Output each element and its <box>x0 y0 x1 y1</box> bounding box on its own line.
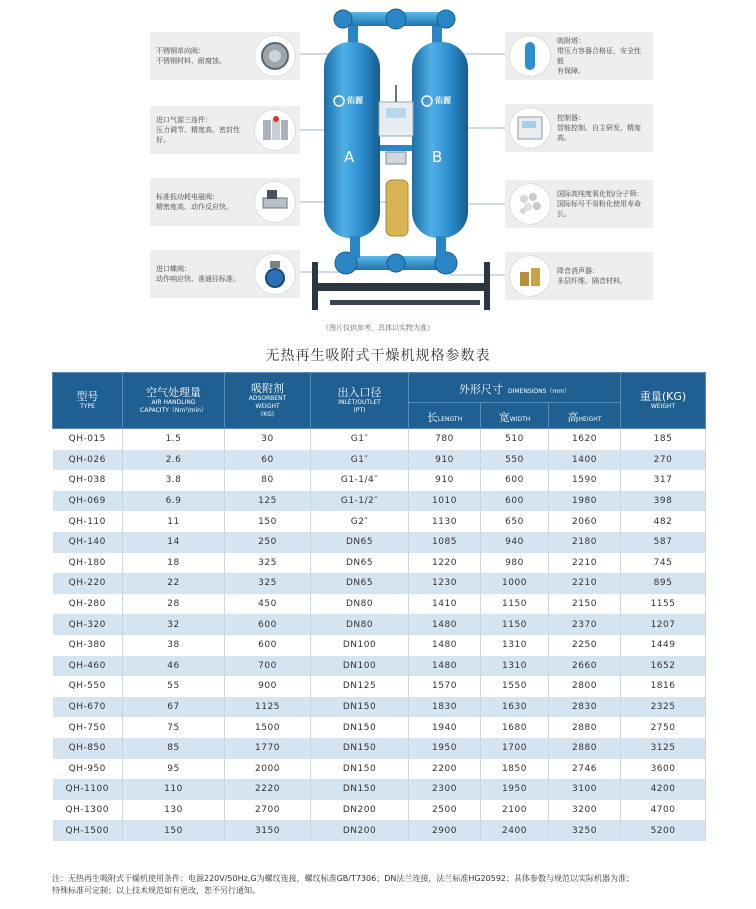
table-cell: 2180 <box>549 532 621 553</box>
table-cell: 22 <box>123 573 225 594</box>
table-cell: DN150 <box>311 717 409 738</box>
table-cell: DN150 <box>311 759 409 780</box>
callout-title: 吸附塔： <box>557 36 585 45</box>
table-cell: QH-180 <box>53 553 123 574</box>
table-row <box>53 573 706 594</box>
table-cell: DN80 <box>311 594 409 615</box>
table-row <box>53 511 706 532</box>
table-cell: 2800 <box>549 676 621 697</box>
table-cell: 1085 <box>409 532 481 553</box>
callout-air-source-unit <box>150 106 300 154</box>
table-cell: G1″ <box>311 429 409 450</box>
table-cell: G1-1/2″ <box>311 491 409 512</box>
col-header-weight: 重量(KG) WEIGHT <box>621 373 706 429</box>
pipe <box>436 236 446 258</box>
table-cell: 1590 <box>549 470 621 491</box>
table-cell: DN125 <box>311 676 409 697</box>
table-cell: 600 <box>225 614 311 635</box>
table-cell: DN150 <box>311 779 409 800</box>
table-row <box>53 697 706 718</box>
table-row <box>53 635 706 656</box>
table-cell: 1230 <box>409 573 481 594</box>
spec-table-body <box>53 429 706 841</box>
check-valve-icon <box>254 35 296 77</box>
callout-adsorption-tower <box>505 32 653 80</box>
table-cell: DN65 <box>311 532 409 553</box>
table-cell: QH-850 <box>53 738 123 759</box>
table-cell: 1480 <box>409 614 481 635</box>
table-cell: DN100 <box>311 656 409 677</box>
table-cell: 600 <box>481 491 549 512</box>
table-cell: 910 <box>409 450 481 471</box>
table-cell: 1480 <box>409 635 481 656</box>
table-cell: 2250 <box>549 635 621 656</box>
table-row <box>53 614 706 635</box>
table-cell: 3.8 <box>123 470 225 491</box>
table-cell: 600 <box>481 470 549 491</box>
top-valve <box>437 10 455 28</box>
table-cell: 700 <box>225 656 311 677</box>
table-cell: 587 <box>621 532 706 553</box>
table-row <box>53 594 706 615</box>
table-row <box>53 800 706 821</box>
table-cell: 1550 <box>481 676 549 697</box>
table-cell: 2900 <box>409 820 481 841</box>
callout-controller <box>505 104 653 152</box>
table-row <box>53 779 706 800</box>
table-cell: 1700 <box>481 738 549 759</box>
table-cell: 1207 <box>621 614 706 635</box>
col-header-air-capacity: 空气处理量 AIR HANDLING CAPACITY（Nm³/min） <box>123 373 225 429</box>
top-valve <box>386 9 406 29</box>
table-cell: 510 <box>481 429 549 450</box>
callout-desc-2: 有保障。 <box>557 67 585 76</box>
table-cell: 2060 <box>549 511 621 532</box>
pipe <box>350 236 360 258</box>
table-cell: 3125 <box>621 738 706 759</box>
table-cell: 150 <box>123 820 225 841</box>
table-cell: 450 <box>225 594 311 615</box>
callout-desc: 智能控制、自主研发、精度高。 <box>557 123 641 143</box>
callout-desc: 带压力容器合格证，安全性能 <box>557 46 641 65</box>
table-cell: 650 <box>481 511 549 532</box>
table-cell: 110 <box>123 779 225 800</box>
table-cell: 2880 <box>549 738 621 759</box>
table-cell: QH-380 <box>53 635 123 656</box>
table-cell: 30 <box>225 429 311 450</box>
table-cell: 4200 <box>621 779 706 800</box>
table-cell: 1630 <box>481 697 549 718</box>
table-cell: 3250 <box>549 820 621 841</box>
table-cell: DN65 <box>311 553 409 574</box>
brand-text-a: 佑源 <box>347 96 363 105</box>
table-cell: 1150 <box>481 614 549 635</box>
table-cell: 6.9 <box>123 491 225 512</box>
table-cell: 2830 <box>549 697 621 718</box>
callout-title: 标准低功耗电磁阀： <box>156 192 219 201</box>
callout-butterfly-valve <box>150 250 300 298</box>
callout-title: 国际高纯度氧化铝/分子筛： <box>557 189 644 198</box>
table-cell: 1125 <box>225 697 311 718</box>
tower-a-label: A <box>344 148 355 166</box>
table-cell: DN200 <box>311 800 409 821</box>
table-cell: 11 <box>123 511 225 532</box>
table-cell: 1830 <box>409 697 481 718</box>
footnote-line-2: 特殊标准可定制；以上技术规范如有更改，恕不另行通知。 <box>52 886 260 895</box>
table-cell: QH-1300 <box>53 800 123 821</box>
table-cell: 270 <box>621 450 706 471</box>
table-cell: 1000 <box>481 573 549 594</box>
table-cell: 980 <box>481 553 549 574</box>
table-cell: 1449 <box>621 635 706 656</box>
table-cell: QH-110 <box>53 511 123 532</box>
table-cell: 1010 <box>409 491 481 512</box>
table-cell: 150 <box>225 511 311 532</box>
tower-a <box>324 42 380 238</box>
table-cell: QH-220 <box>53 573 123 594</box>
frame-leg <box>484 262 490 310</box>
table-cell: 130 <box>123 800 225 821</box>
table-row <box>53 553 706 574</box>
callout-desc: 国际标号不易粉化使用寿命长。 <box>557 199 641 219</box>
table-cell: 1570 <box>409 676 481 697</box>
callout-title: 降音消声器： <box>557 266 599 275</box>
table-cell: 1130 <box>409 511 481 532</box>
col-header-length: 长LENGTH <box>409 403 481 429</box>
table-cell: 482 <box>621 511 706 532</box>
table-title: 无热再生吸附式干燥机规格参数表 <box>265 348 491 364</box>
table-cell: 895 <box>621 573 706 594</box>
table-cell: 85 <box>123 738 225 759</box>
controller-icon <box>509 107 551 149</box>
table-cell: 2746 <box>549 759 621 780</box>
callout-silencer <box>505 252 653 300</box>
table-cell: 4700 <box>621 800 706 821</box>
table-cell: 1680 <box>481 717 549 738</box>
table-cell: 67 <box>123 697 225 718</box>
table-cell: 2325 <box>621 697 706 718</box>
table-cell: 1940 <box>409 717 481 738</box>
table-cell: 1150 <box>481 594 549 615</box>
table-row <box>53 656 706 677</box>
col-header-dimensions: 外形尺寸 DIMENSIONS（mm） <box>409 373 621 403</box>
table-cell: 1410 <box>409 594 481 615</box>
table-cell: DN150 <box>311 697 409 718</box>
table-cell: 2500 <box>409 800 481 821</box>
base-frame <box>312 283 490 291</box>
solenoid-body <box>386 152 406 164</box>
col-header-height: 高HEIGHT <box>549 403 621 429</box>
table-cell: 398 <box>621 491 706 512</box>
table-cell: QH-950 <box>53 759 123 780</box>
table-cell: 14 <box>123 532 225 553</box>
callout-check-valve <box>150 32 300 80</box>
table-cell: 2370 <box>549 614 621 635</box>
callout-desc: 精密度高、动作反应快。 <box>156 203 233 211</box>
table-row <box>53 738 706 759</box>
table-row <box>53 429 706 450</box>
desiccant-icon <box>509 183 551 225</box>
table-cell: QH-460 <box>53 656 123 677</box>
table-cell: QH-280 <box>53 594 123 615</box>
table-cell: 32 <box>123 614 225 635</box>
table-cell: 125 <box>225 491 311 512</box>
table-cell: 1.5 <box>123 429 225 450</box>
table-cell: 2100 <box>481 800 549 821</box>
table-cell: 1500 <box>225 717 311 738</box>
table-cell: 600 <box>225 635 311 656</box>
table-cell: 3600 <box>621 759 706 780</box>
table-cell: QH-015 <box>53 429 123 450</box>
table-cell: 1155 <box>621 594 706 615</box>
col-header-adsorbent: 吸附剂 ADSORBENT WEIGHT (KG) <box>225 373 311 429</box>
table-cell: 1310 <box>481 635 549 656</box>
table-cell: 2210 <box>549 553 621 574</box>
table-cell: 2700 <box>225 800 311 821</box>
table-cell: 80 <box>225 470 311 491</box>
table-cell: 1400 <box>549 450 621 471</box>
table-row <box>53 470 706 491</box>
col-header-inlet-outlet: 出入口径 INLET/OUTLET (PT) <box>311 373 409 429</box>
controller-screen <box>386 108 406 118</box>
table-cell: 325 <box>225 573 311 594</box>
table-cell: 46 <box>123 656 225 677</box>
spec-table <box>52 372 706 841</box>
table-row <box>53 450 706 471</box>
table-cell: 940 <box>481 532 549 553</box>
table-cell: 38 <box>123 635 225 656</box>
callout-desc: 压力调节、精度高、密封性好。 <box>156 125 240 145</box>
table-cell: DN200 <box>311 820 409 841</box>
col-header-width: 宽WIDTH <box>481 403 549 429</box>
product-diagram <box>0 0 756 340</box>
table-row <box>53 759 706 780</box>
callout-title: 控制器： <box>557 113 585 122</box>
table-cell: QH-670 <box>53 697 123 718</box>
table-cell: 28 <box>123 594 225 615</box>
table-cell: 3150 <box>225 820 311 841</box>
table-cell: QH-1100 <box>53 779 123 800</box>
table-cell: DN80 <box>311 614 409 635</box>
table-cell: 900 <box>225 676 311 697</box>
frame-rail <box>330 300 480 305</box>
table-cell: 2300 <box>409 779 481 800</box>
pipe <box>380 145 412 151</box>
table-cell: 1816 <box>621 676 706 697</box>
table-cell: 1480 <box>409 656 481 677</box>
table-cell: 325 <box>225 553 311 574</box>
callout-desc: 动作响应快、准通径标准。 <box>156 275 240 283</box>
table-cell: 1850 <box>481 759 549 780</box>
table-cell: 3100 <box>549 779 621 800</box>
table-cell: 75 <box>123 717 225 738</box>
table-cell: 2210 <box>549 573 621 594</box>
callout-desc: 多层纤维、隔音材料。 <box>557 277 627 285</box>
table-cell: 3200 <box>549 800 621 821</box>
table-cell: QH-140 <box>53 532 123 553</box>
table-cell: 2000 <box>225 759 311 780</box>
table-cell: 2880 <box>549 717 621 738</box>
air-source-unit-icon <box>254 109 296 151</box>
table-cell: QH-1500 <box>53 820 123 841</box>
table-cell: 1620 <box>549 429 621 450</box>
table-cell: QH-038 <box>53 470 123 491</box>
table-cell: 2400 <box>481 820 549 841</box>
table-cell: 60 <box>225 450 311 471</box>
table-cell: 18 <box>123 553 225 574</box>
table-cell: 2220 <box>225 779 311 800</box>
callout-solenoid-valve <box>150 178 300 226</box>
table-cell: 185 <box>621 429 706 450</box>
table-row <box>53 532 706 553</box>
brand-text-b: 佑源 <box>435 96 451 105</box>
table-cell: G1-1/4″ <box>311 470 409 491</box>
table-row <box>53 820 706 841</box>
table-cell: 1980 <box>549 491 621 512</box>
controller-box <box>379 102 413 136</box>
table-cell: DN100 <box>311 635 409 656</box>
table-cell: G2″ <box>311 511 409 532</box>
table-cell: 1652 <box>621 656 706 677</box>
table-cell: G1″ <box>311 450 409 471</box>
silencer-icon <box>509 255 551 297</box>
table-cell: 250 <box>225 532 311 553</box>
table-cell: 780 <box>409 429 481 450</box>
top-valve <box>334 10 352 28</box>
table-cell: QH-750 <box>53 717 123 738</box>
table-cell: QH-550 <box>53 676 123 697</box>
table-row <box>53 676 706 697</box>
tower-b <box>412 42 468 238</box>
table-cell: 55 <box>123 676 225 697</box>
table-cell: 1310 <box>481 656 549 677</box>
table-cell: 550 <box>481 450 549 471</box>
table-cell: DN65 <box>311 573 409 594</box>
table-cell: 317 <box>621 470 706 491</box>
callout-desc: 不锈钢材料、耐腐蚀。 <box>156 57 226 65</box>
callout-title: 进口气源三连件： <box>156 115 212 124</box>
callout-desiccant <box>505 180 653 228</box>
table-cell: DN150 <box>311 738 409 759</box>
table-cell: 1770 <box>225 738 311 759</box>
table-cell: 2200 <box>409 759 481 780</box>
table-cell: 910 <box>409 470 481 491</box>
table-cell: 2.6 <box>123 450 225 471</box>
callout-title: 不锈钢单向阀： <box>156 46 205 55</box>
table-row <box>53 717 706 738</box>
table-cell: 1220 <box>409 553 481 574</box>
butterfly-valve-icon <box>254 253 296 295</box>
table-cell: 1950 <box>409 738 481 759</box>
filter-cylinder <box>386 180 408 236</box>
table-cell: 95 <box>123 759 225 780</box>
solenoid-valve-icon <box>254 181 296 223</box>
frame-leg <box>312 262 318 310</box>
tower-b-label: B <box>432 148 443 166</box>
image-caption: （图片仅供参考，具体以实物为准） <box>322 324 434 332</box>
table-cell: QH-320 <box>53 614 123 635</box>
col-header-type: 型号 TYPE <box>53 373 123 429</box>
table-row <box>53 491 706 512</box>
adsorption-tower-icon <box>509 35 551 77</box>
table-cell: 5200 <box>621 820 706 841</box>
bottom-valve <box>387 254 405 272</box>
table-cell: 2660 <box>549 656 621 677</box>
table-cell: 2750 <box>621 717 706 738</box>
footnote-line-1: 注：无热再生吸附式干燥机使用条件：电源220V/50Hz,G为螺纹连接，螺纹标准GB/T7306；DN法兰连接，法兰标准HG20592；具体参数与规范以实际机器为准； <box>52 874 635 883</box>
table-cell: 1950 <box>481 779 549 800</box>
footnote <box>52 873 712 897</box>
table-cell: QH-069 <box>53 491 123 512</box>
table-cell: 745 <box>621 553 706 574</box>
table-cell: 2150 <box>549 594 621 615</box>
callout-title: 进口蝶阀： <box>156 264 191 273</box>
table-cell: QH-026 <box>53 450 123 471</box>
